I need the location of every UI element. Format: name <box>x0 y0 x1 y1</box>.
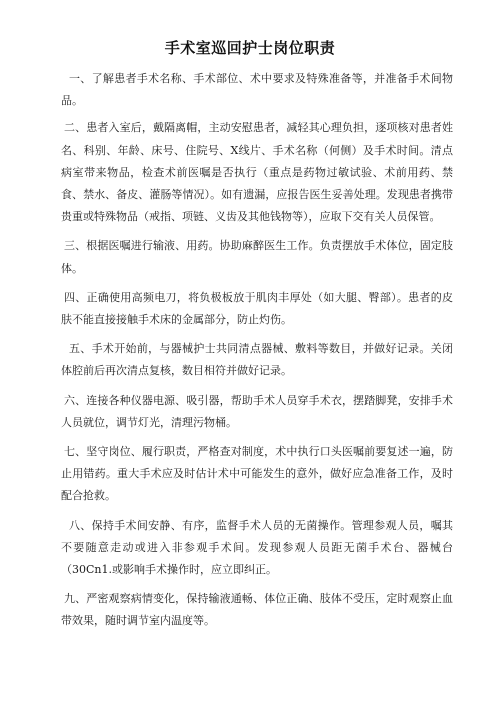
paragraph-3: 三、根据医嘱进行输液、用药。协助麻醉医生工作。负责摆放手术体位，固定肢体。 <box>61 239 453 275</box>
paragraph-1: 一、了解患者手术名称、手术部位、术中要求及特殊准备等，并准备手术间物品。 <box>61 72 453 108</box>
document-body <box>61 68 453 633</box>
paragraph-6: 六、连接各种仪器电源、吸引器，帮助手术人员穿手术衣，摆踏脚凳，安排手术人员就位，调节灯光，清理污物桶。 <box>61 393 453 429</box>
paragraph-4: 四、正确使用高频电刀，将负极板放于肌肉丰厚处（如大腿、臀部）。患者的皮肤不能直接接触手术床的金属部分，防止灼伤。 <box>61 290 453 327</box>
paragraph-7: 七、坚守岗位、履行职责，严格查对制度，术中执行口头医嘱前要复述一遍，防止用错药。重大手术应及时估计术中可能发生的意外，做好应急准备工作，及时配合抢救。 <box>61 445 453 503</box>
paragraph-2: 二、患者入室后，戴隔离帽，主动安慰患者，减轻其心理负担，逐项核对患者姓名、科别、年龄、床号、住院号、X线片、手术名称（何侧）及手术时间。清点病室带来物品，检查术前医嘱是否执行（重点是药物过敏试验、术前用药、禁食、禁水、备皮、灌肠等情况）。如有遗漏，应报告医生妥善处理。发现患者携带贵重或特殊物品（戒指、项链、义齿及其他钱物等），应取下交有关人员保管。 <box>61 121 453 224</box>
paragraph-9: 九、严密观察病情变化，保持输液通畅、体位正确、肢体不受压，定时观察止血带效果，随时调节室内温度等。 <box>61 592 453 628</box>
paragraph-5: 五、手术开始前，与器械护士共同清点器械、敷料等数目，并做好记录。关闭体腔前后再次清点复核，数目相符并做好记录。 <box>61 342 453 378</box>
document-title: 手术室巡回护士岗位职责 <box>164 39 336 57</box>
paragraph-8: 八、保持手术间安静、有序，监督手术人员的无菌操作。管理参观人员，嘱其不要随意走动或进入非参观手术间。发现参观人员距无菌手术台、器械台（30Cn1.或影响手术操作时，应立即纠正。 <box>61 518 453 577</box>
